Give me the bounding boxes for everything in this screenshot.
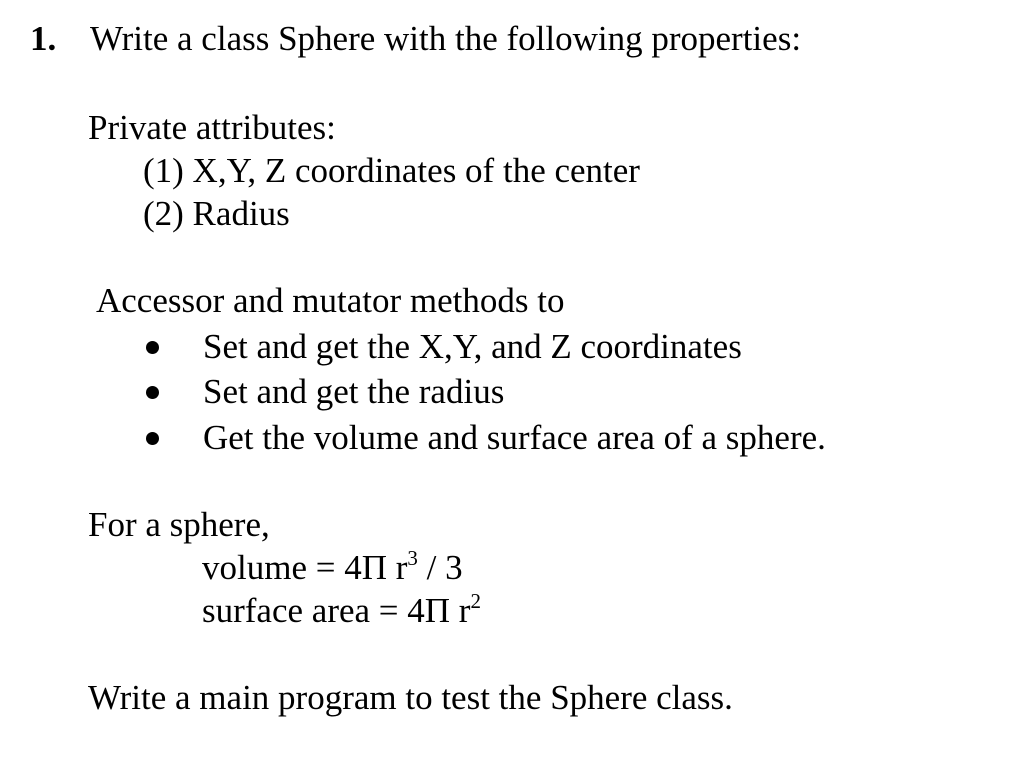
surface-formula-exponent: 2 <box>470 589 481 613</box>
accessor-method-item: Set and get the X,Y, and Z coordinates <box>203 327 742 366</box>
bullet-icon <box>146 432 159 445</box>
formulas-heading: For a sphere, <box>88 505 270 544</box>
accessor-method-item: Get the volume and surface area of a sphere. <box>203 418 826 457</box>
accessor-method-item: Set and get the radius <box>203 372 505 411</box>
private-attribute-item: (1) X,Y, Z coordinates of the center <box>143 151 640 190</box>
private-attribute-item: (2) Radius <box>143 194 290 233</box>
volume-formula-prefix: volume = 4Π r <box>202 548 408 587</box>
question-number: 1. <box>30 19 57 58</box>
bullet-icon <box>146 341 159 354</box>
bullet-icon <box>146 386 159 399</box>
main-program-instruction: Write a main program to test the Sphere class. <box>88 678 733 717</box>
volume-formula <box>202 546 463 587</box>
surface-formula-prefix: surface area = 4Π r <box>202 591 471 630</box>
private-attributes-heading: Private attributes: <box>88 108 336 147</box>
surface-area-formula <box>202 589 481 630</box>
question-text: Write a class Sphere with the following properties: <box>90 19 802 58</box>
volume-formula-suffix: / 3 <box>417 548 463 587</box>
volume-formula-exponent: 3 <box>407 546 418 570</box>
accessor-methods-heading: Accessor and mutator methods to <box>96 281 565 320</box>
